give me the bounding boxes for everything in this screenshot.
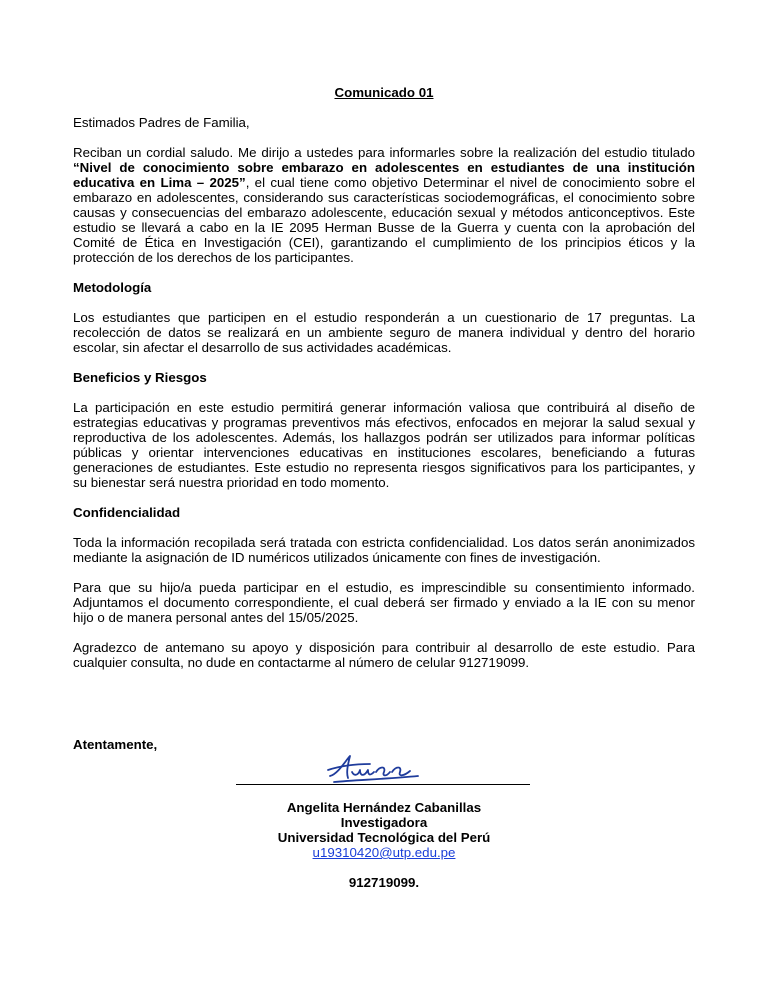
signer-email-link[interactable]: u19310420@utp.edu.pe [312, 845, 456, 860]
section-heading-metodologia: Metodología [73, 280, 152, 295]
signer-phone: 912719099. [348, 875, 420, 890]
thanks-paragraph: Agradezco de antemano su apoyo y disposición para contribuir al desarrollo de este estudio. Para cualquier consulta, no dude en contactarme al número de celular 912719099. [73, 640, 695, 670]
intro-paragraph [73, 145, 695, 265]
confidencialidad-paragraph: Toda la información recopilada será tratada con estricta confidencialidad. Los datos serán anonimizados mediante la asignación de ID numéricos utilizados únicamente con fines de investigación. [73, 535, 695, 565]
greeting: Estimados Padres de Familia, [73, 115, 250, 130]
metodologia-paragraph: Los estudiantes que participen en el estudio responderán a un cuestionario de 17 preguntas. La recolección de datos se realizará en un ambiente seguro de manera individual y dentro del horario escolar, sin afectar el desarrollo de sus actividades académicas. [73, 310, 695, 355]
signer-block [0, 800, 768, 890]
closing-salutation: Atentamente, [73, 737, 158, 752]
signature-line [236, 784, 530, 785]
letter-title: Comunicado 01 [334, 85, 434, 100]
intro-text-start: Reciban un cordial saludo. Me dirijo a ustedes para informarles sobre la realización del estudio titulado [73, 145, 695, 160]
beneficios-paragraph: La participación en este estudio permitirá generar información valiosa que contribuirá al diseño de estrategias educativas y programas preventivos más efectivos, enfocados en mejorar la salud sexual y reproductiva de los adolescentes. Además, los hallazgos podrán ser utilizados para informar políticas públicas y orientar intervenciones educativas en instituciones escolares, beneficiando a futuras generaciones de estudiantes. Este estudio no representa riesgos significativos para los participantes, y su bienestar será nuestra prioridad en todo momento. [73, 400, 695, 490]
signer-role: Investigadora [340, 815, 428, 830]
letter-body [73, 85, 695, 685]
intro-text-end: , el cual tiene como objetivo Determinar el nivel de conocimiento sobre el embarazo en adolescentes, considerando sus características sociodemográficas, el conocimiento sobre causas y consecuencias del embarazo adolescente, educación sexual y métodos anticonceptivos. Este estudio se llevará a cabo en la IE 2095 Herman Busse de la Guerra y cuenta con la aprobación del Comité de Ética en Investigación (CEI), garantizando el cumplimiento de los principios éticos y la protección de los derechos de los participantes. [73, 175, 696, 265]
signer-name: Angelita Hernández Cabanillas [286, 800, 482, 815]
consent-paragraph: Para que su hijo/a pueda participar en el estudio, es imprescindible su consentimiento informado. Adjuntamos el documento correspondiente, el cual deberá ser firmado y enviado a la IE con su menor hijo o de manera personal antes del 15/05/2025. [73, 580, 695, 625]
section-heading-confidencialidad: Confidencialidad [73, 505, 181, 520]
signature-icon [326, 752, 436, 786]
signer-institution: Universidad Tecnológica del Perú [277, 830, 491, 845]
study-title: “Nivel de conocimiento sobre embarazo en adolescentes en estudiantes de una institución educativa en Lima – 2025” [73, 160, 695, 190]
signature-area [236, 752, 530, 788]
section-heading-beneficios: Beneficios y Riesgos [73, 370, 207, 385]
